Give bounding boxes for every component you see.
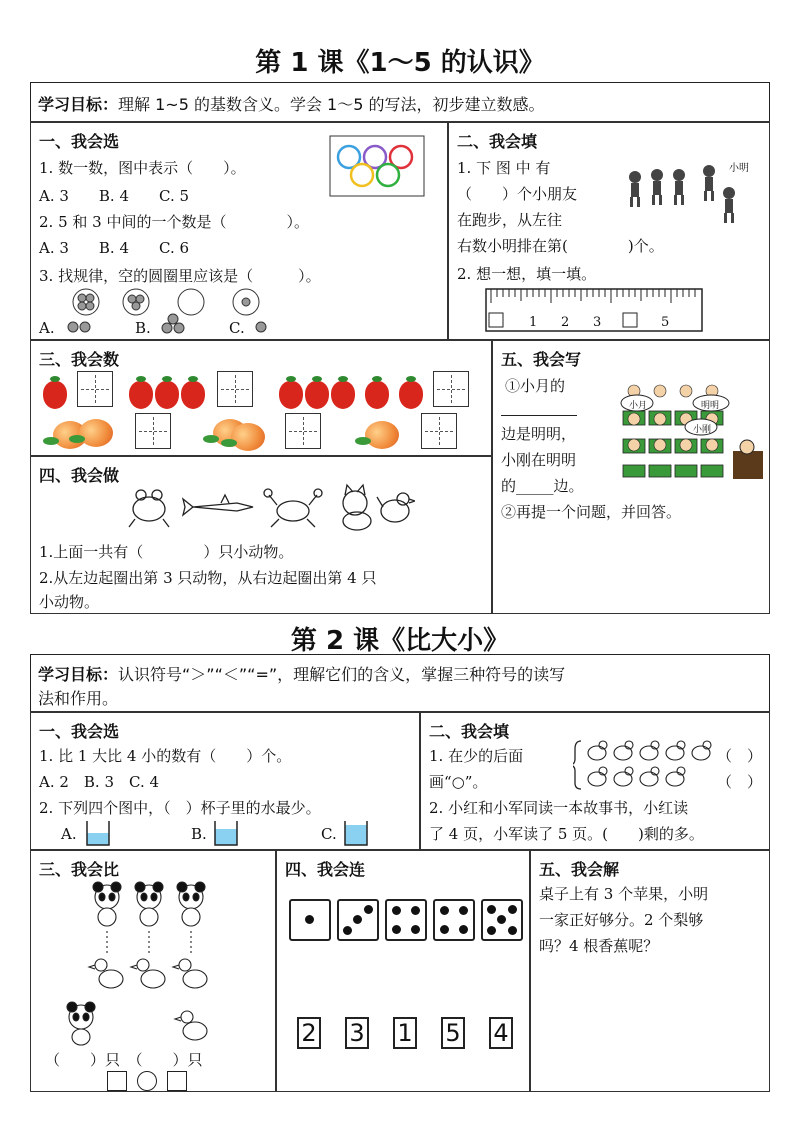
solve-line2: 一家正好够分。2 个梨够 [539,911,704,929]
section-heading: 四、我会做 [39,466,120,485]
compare-answer[interactable]: （ ）只 （ ）只 [45,1051,203,1069]
ruler-num-2: 2 [561,315,570,330]
solve-line1: 桌子上有 3 个苹果，小明 [539,885,709,903]
objective-label: 学习目标： [38,95,119,114]
lesson1-title: 第 1 课《1～5 的认识》 [255,48,545,78]
section-heading: 五、我会解 [539,860,620,879]
dice-four[interactable] [433,899,475,941]
q3-option-b: B. [135,319,151,337]
section-heading: 四、我会连 [285,860,366,879]
number-card[interactable]: 5 [441,1017,465,1049]
water-cup-icon [85,819,111,847]
q1-line: 1. 数一数，图中表示（ ）。 [39,159,246,177]
write-line3: 边是明明， [501,425,577,443]
q3-option-c: C. [229,319,245,337]
ruler-num-3: 3 [593,315,602,330]
lesson1-objective [30,82,770,122]
q3-line: 3. 找规律，空的圆圈里应该是（ ）。 [39,267,321,285]
ducks-answer-2[interactable]: （ ） [717,773,763,791]
answer-grid[interactable] [77,371,113,407]
strawberry-icon [181,381,205,409]
dice-five[interactable] [481,899,523,941]
dice-one[interactable] [289,899,331,941]
strawberry-icon [43,381,67,409]
number-card[interactable]: 4 [489,1017,513,1049]
option-c-dot [253,319,271,335]
number-card[interactable]: 1 [393,1017,417,1049]
q3-option-a: A. [39,319,55,337]
panda-duck-compare-image [87,879,237,1039]
objective-label: 学习目标： [38,665,119,684]
ducks-image [573,737,733,793]
lesson2-section-connect [276,850,530,1092]
lesson2-objective [30,654,770,712]
lesson2-section-solve [530,850,770,1092]
l2-q1-options: A. 2 B. 3 C. 4 [39,773,160,791]
duck-icon [173,1001,213,1047]
answer-grid[interactable] [433,371,469,407]
q2-options: A. 3 B. 4 C. 6 [39,239,190,257]
animals-row-image [125,483,415,531]
do-q1: 1.上面一共有（ ）只小动物。 [39,543,294,561]
l2-q2-line: 2. 下列四个图中，（ ）杯子里的水最少。 [39,799,321,817]
fill-q1-line2: （ ）个小朋友 [457,185,578,203]
ruler-num-5: 5 [661,315,670,330]
name-xiaoyue: 小月 [629,401,648,411]
lesson2-section-choose [30,712,420,850]
write-line1: ①小月的 [505,377,566,395]
lesson1-section-do [30,456,492,614]
solve-line3: 吗？4 根香蕉呢？ [539,937,659,955]
name-xiaogang: 小刚 [693,425,712,435]
l2-q2-opt-a: A. [61,825,77,843]
answer-grid[interactable] [285,413,321,449]
answer-circle-box[interactable] [137,1071,157,1091]
fill-q1-line3: 在跑步，从左往 [457,211,563,229]
write-line6: ②再提一个问题，并回答。 [501,503,682,521]
l2-fill-q2-line2: 了 4 页，小军读了 5 页。( )剩的多。 [429,825,704,843]
peach-icon [79,419,113,447]
peach-icon [365,421,399,449]
section-heading: 三、我会比 [39,860,120,879]
strawberry-icon [129,381,153,409]
answer-grid[interactable] [421,413,457,449]
section-heading: 一、我会选 [39,132,120,151]
objective-text: 理解 1~5 的基数含义。学会 1～5 的写法，初步建立数感。 [118,95,545,114]
lesson1-section-write [492,340,770,614]
fill-q1-line1: 1. 下 图 中 有 [457,159,551,177]
do-q2: 2.从左边起圈出第 3 只动物，从右边起圈出第 4 只 [39,569,377,587]
section-heading: 二、我会填 [429,722,510,741]
water-cup-icon [343,819,369,847]
section-heading: 五、我会写 [501,350,582,369]
rings-image [329,135,425,197]
write-line4: 小刚在明明 [501,451,577,469]
option-a-dots [65,319,95,335]
l2-fill-q2-line1: 2. 小红和小军同读一本故事书，小红读 [429,799,689,817]
l2-q2-opt-b: B. [191,825,207,843]
write-blank[interactable] [501,415,577,416]
l2-q2-opt-c: C. [321,825,337,843]
fill-q1-line4: 右数小明排在第( )个。 [457,237,664,255]
classroom-image [617,381,765,481]
objective-text-line2: 法和作用。 [38,689,119,708]
fill-q2-line: 2. 想一想，填一填。 [457,265,597,283]
lesson2-section-fill [420,712,770,850]
number-card[interactable]: 3 [345,1017,369,1049]
dice-four[interactable] [385,899,427,941]
objective-text-line1: 认识符号“＞”“＜”“=”，理解它们的含义，掌握三种符号的读写 [118,665,566,684]
section-heading: 一、我会选 [39,722,120,741]
ducks-answer-1[interactable]: （ ） [717,747,763,765]
lesson2-section-compare [30,850,276,1092]
option-b-dots [159,313,189,335]
panda-icon [61,1001,101,1047]
l2-fill-q1-line2: 画“○”。 [429,773,488,791]
name-mingming: 明明 [701,401,720,411]
strawberry-icon [331,381,355,409]
strawberry-icon [305,381,329,409]
strawberry-icon [279,381,303,409]
peach-icon [231,423,265,451]
lesson1-section-count [30,340,492,456]
section-heading: 二、我会填 [457,132,538,151]
strawberry-icon [365,381,389,409]
section-heading: 三、我会数 [39,350,120,369]
xiaoming-label: 小明 [729,163,749,174]
number-card[interactable]: 2 [297,1017,321,1049]
strawberry-icon [155,381,179,409]
water-cup-icon [213,819,239,847]
answer-grid[interactable] [217,371,253,407]
lesson2-title: 第 2 课《比大小》 [290,626,510,656]
answer-grid[interactable] [135,413,171,449]
dice-three[interactable] [337,899,379,941]
lesson1-section-choose [30,122,448,340]
strawberry-icon [399,381,423,409]
do-q2-cont: 小动物。 [39,593,100,611]
lesson1-section-fill [448,122,770,340]
q2-line: 2. 5 和 3 中间的一个数是（ ）。 [39,213,309,231]
answer-square-box[interactable] [107,1071,127,1091]
running-kids-image [625,159,745,225]
q1-options: A. 3 B. 4 C. 5 [39,187,190,205]
answer-square-box[interactable] [167,1071,187,1091]
ruler-num-1: 1 [529,315,538,330]
write-line5: 的_____边。 [501,477,584,495]
l2-q1-line: 1. 比 1 大比 4 小的数有（ ）个。 [39,747,292,765]
l2-fill-q1-line1: 1. 在少的后面 [429,747,524,765]
